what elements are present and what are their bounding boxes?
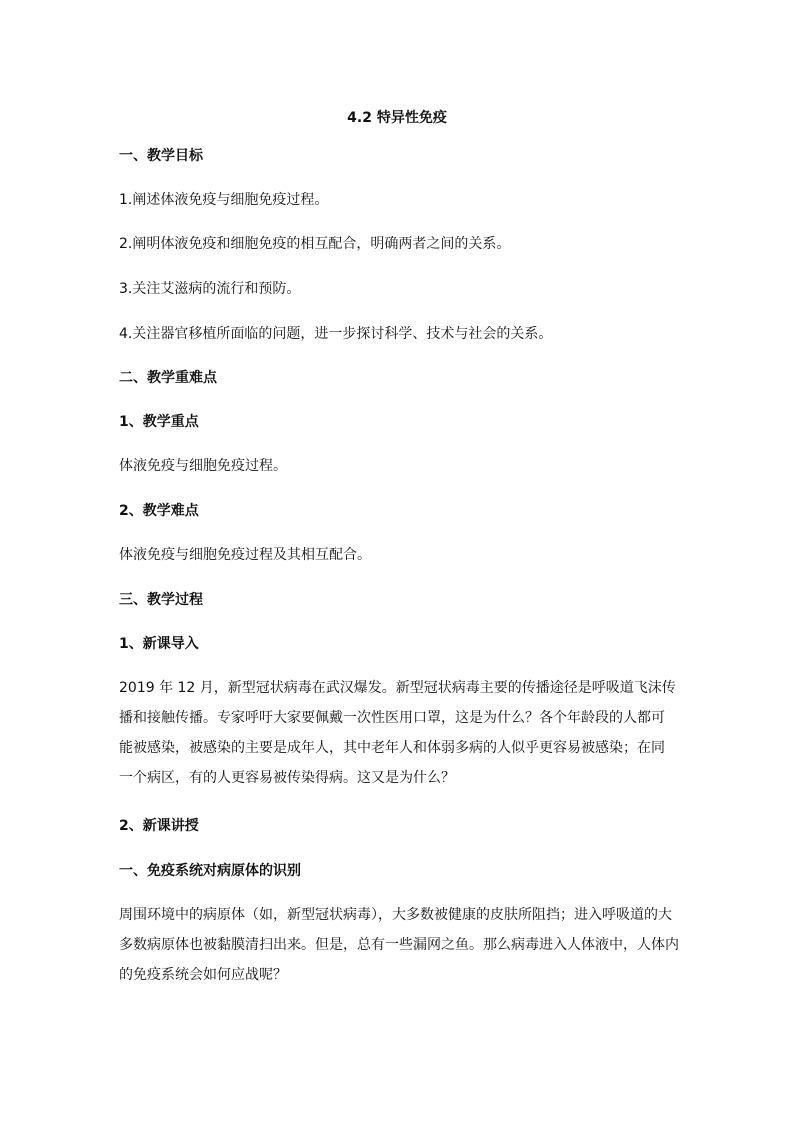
intro-paragraph-line: 一个病区，有的人更容易被传染得病。这又是为什么？ (119, 770, 455, 786)
document-title: 4.2 特异性免疫 (347, 110, 447, 126)
topic-paragraph-line: 的免疫系统会如何应战呢？ (119, 967, 287, 983)
intro-paragraph-line: 2019 年 12 月，新型冠状病毒在武汉爆发。新型冠状病毒主要的传播途径是呼吸道飞沫传 (119, 680, 676, 696)
topic-paragraph-line: 周围环境中的病原体（如，新型冠状病毒），大多数被健康的皮肤所阻挡；进入呼吸道的大 (119, 907, 672, 923)
topic-heading: 一、免疫系统对病原体的识别 (119, 863, 301, 879)
subheading-lecture: 2、新课讲授 (119, 818, 199, 834)
section-heading-objectives: 一、教学目标 (119, 148, 203, 164)
objective-item: 4.关注器官移植所面临的问题，进一步探讨科学、技术与社会的关系。 (119, 326, 553, 342)
objective-item: 2.阐明体液免疫和细胞免疫的相互配合，明确两者之间的关系。 (119, 236, 511, 252)
objective-item: 1.阐述体液免疫与细胞免疫过程。 (119, 192, 329, 208)
key-point-text: 体液免疫与细胞免疫过程。 (119, 458, 287, 474)
subheading-key-point: 1、教学重点 (119, 414, 199, 430)
section-heading-process: 三、教学过程 (119, 592, 203, 608)
topic-paragraph-line: 多数病原体也被黏膜清扫出来。但是，总有一些漏网之鱼。那么病毒进入人体液中，人体内 (119, 937, 679, 953)
objective-item: 3.关注艾滋病的流行和预防。 (119, 281, 301, 297)
subheading-difficulty: 2、教学难点 (119, 503, 199, 519)
intro-paragraph-line: 播和接触传播。专家呼吁大家要佩戴一次性医用口罩，这是为什么？各个年龄段的人都可 (119, 710, 665, 726)
intro-paragraph-line: 能被感染，被感染的主要是成年人，其中老年人和体弱多病的人似乎更容易被感染；在同 (119, 740, 665, 756)
section-heading-key-difficult: 二、教学重难点 (119, 370, 217, 386)
difficulty-text: 体液免疫与细胞免疫过程及其相互配合。 (119, 547, 371, 563)
subheading-intro: 1、新课导入 (119, 636, 199, 652)
